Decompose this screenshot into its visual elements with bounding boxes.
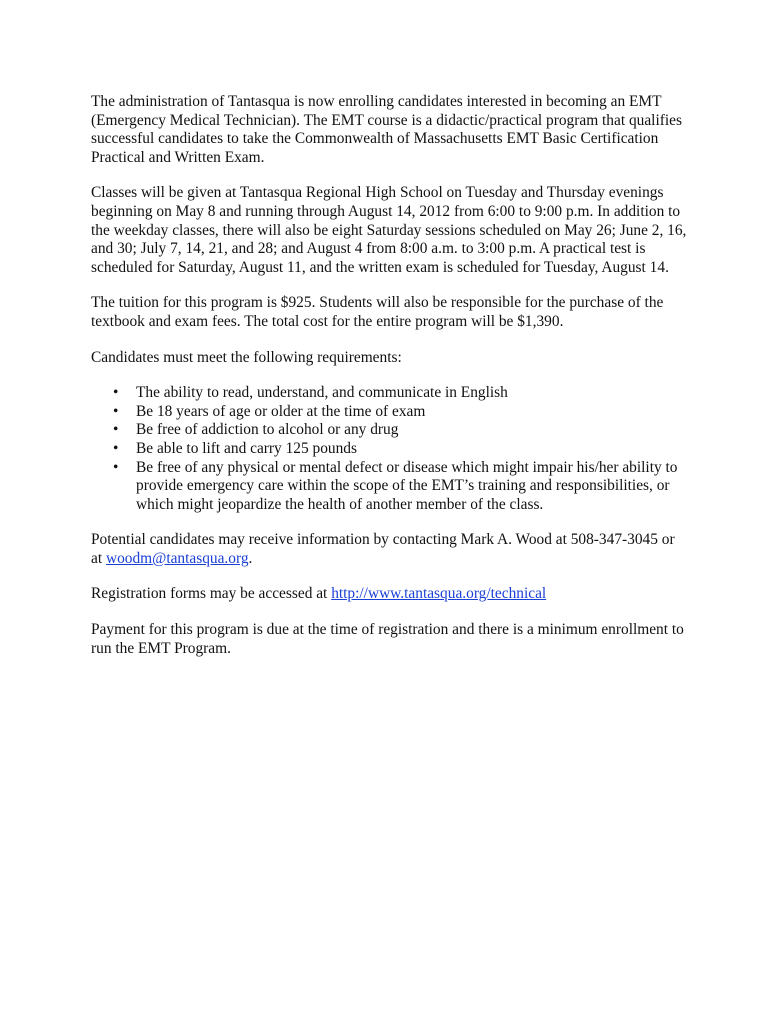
list-item [91, 421, 687, 440]
list-item [91, 403, 687, 422]
intro-paragraph: The administration of Tantasqua is now enrolling candidates interested in becoming an EMT (Emergency Medical Technician). The EMT course is a didactic/practical program that qualifies successful candidates to take the Commonwealth of Massachusetts EMT Basic Certification Practical and Written Exam. [91, 93, 682, 166]
bullet-icon: • [113, 421, 119, 439]
tuition-paragraph: The tuition for this program is $925. Students will also be responsible for the purchase of the textbook and exam fees. The total cost for the entire program will be $1,390. [91, 294, 664, 330]
bullet-icon: • [113, 439, 119, 457]
contact-text: Potential candidates may receive information by contacting Mark A. Wood at 508-347-3045 or at [91, 531, 675, 567]
document-page [91, 93, 687, 675]
contact-email-link[interactable]: woodm@tantasqua.org [105, 549, 249, 567]
requirement-text: The ability to read, understand, and communicate in English [136, 384, 508, 402]
payment-paragraph: Payment for this program is due at the time of registration and there is a minimum enrollment to run the EMT Program. [91, 621, 684, 657]
contact-paragraph [91, 531, 687, 568]
requirement-text: Be 18 years of age or older at the time of exam [136, 402, 426, 420]
requirement-text: Be free of addiction to alcohol or any drug [136, 421, 399, 439]
list-item [91, 440, 687, 459]
requirement-text: Be free of any physical or mental defect or disease which might impair his/her ability to provide emergency care within the scope of the EMT’s training and responsibilities, or which might jeopardize the health of another member of the class. [136, 458, 678, 513]
requirements-list [91, 384, 687, 514]
contact-end: . [248, 549, 253, 567]
registration-url-link[interactable]: http://www.tantasqua.org/technical [331, 585, 547, 603]
classes-schedule-paragraph: Classes will be given at Tantasqua Regional High School on Tuesday and Thursday evenings beginning on May 8 and running through August 14, 2012 from 6:00 to 9:00 p.m. In addition to the weekday classes, there will also be eight Saturday sessions scheduled on May 26; June 2, 16, and 30; July 7, 14, 21, and 28; and August 4 from 8:00 a.m. to 3:00 p.m. A practical test is scheduled for Saturday, August 11, and the written exam is scheduled for Tuesday, August 14. [91, 184, 687, 276]
list-item [91, 384, 687, 403]
registration-paragraph [91, 585, 687, 604]
bullet-icon: • [113, 384, 119, 402]
requirement-text: Be able to lift and carry 125 pounds [136, 439, 357, 457]
bullet-icon: • [113, 402, 119, 420]
requirements-intro-paragraph: Candidates must meet the following requirements: [91, 348, 402, 366]
list-item [91, 459, 687, 515]
bullet-icon: • [113, 458, 119, 476]
registration-text: Registration forms may be accessed at [91, 585, 332, 603]
